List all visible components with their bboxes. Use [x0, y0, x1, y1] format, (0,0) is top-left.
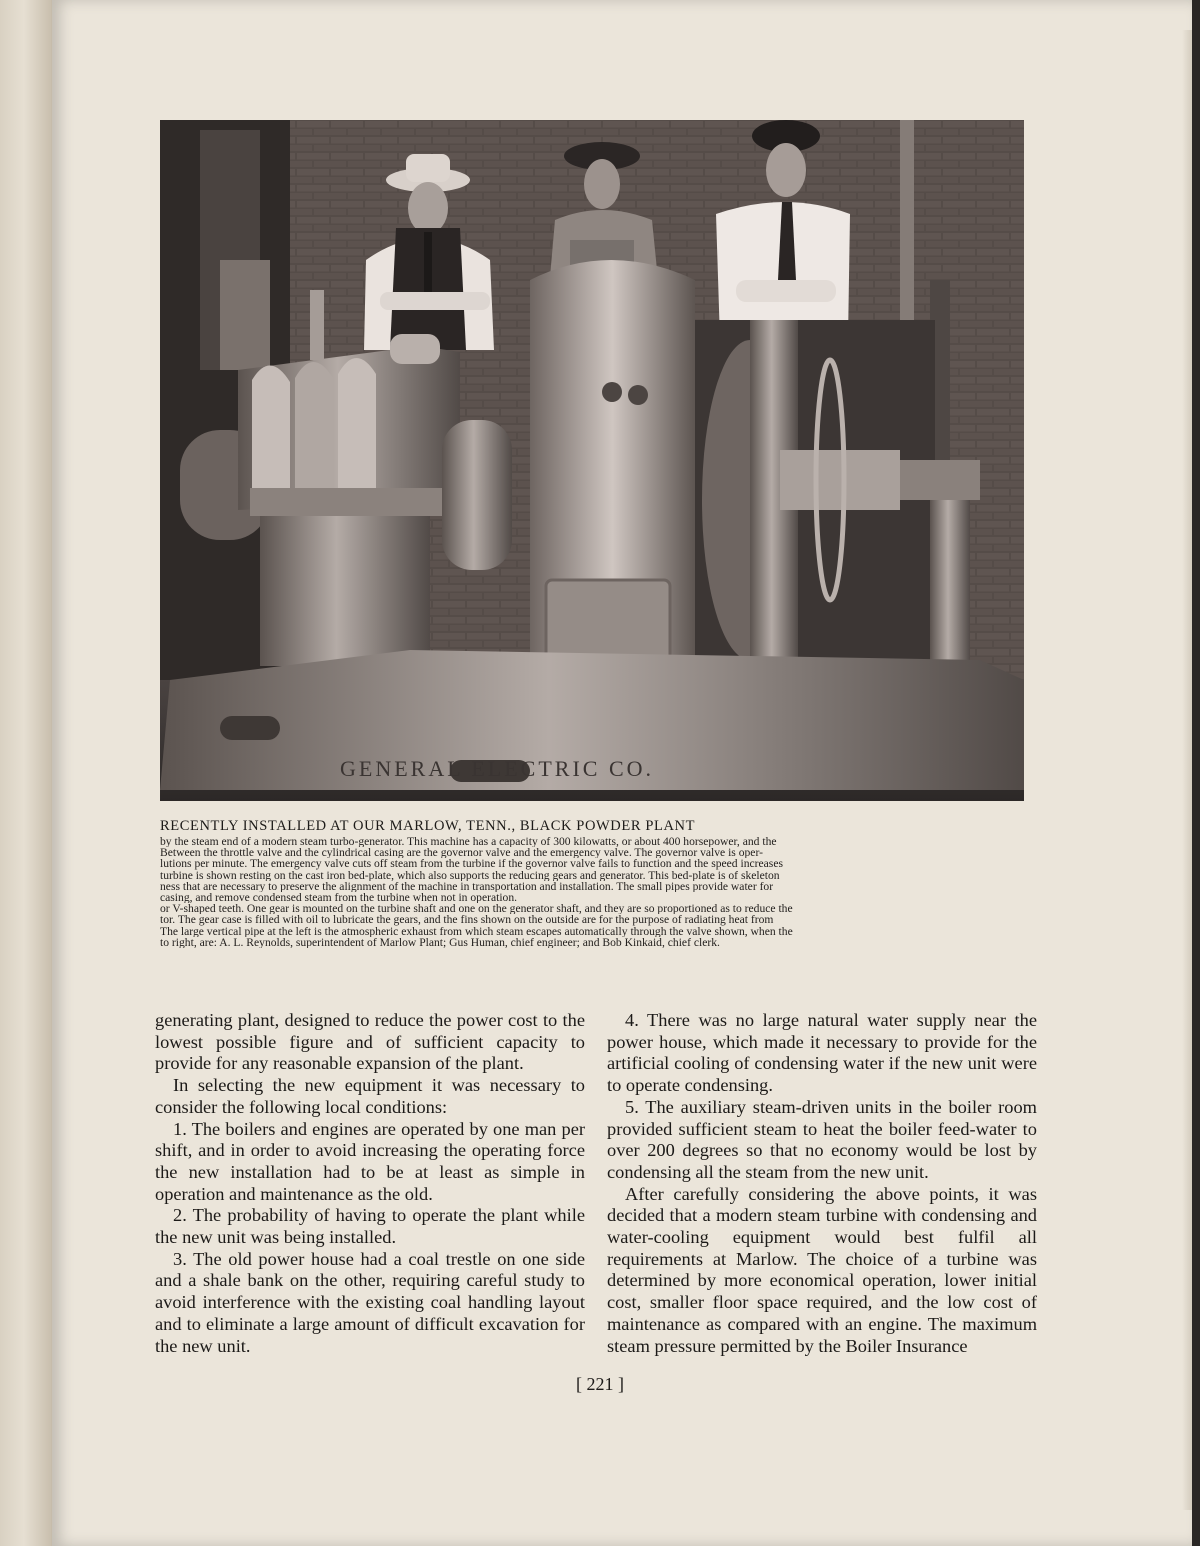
right-text-column [607, 1010, 1037, 1357]
photo-illustration [160, 120, 1024, 801]
page-edge-shadow [1182, 30, 1192, 1510]
bed-plate [160, 650, 1024, 790]
paragraph: 4. There was no large natural water supply near the power house, which made it necessary to provide for the artificial cooling of condensing water if the new unit were to operate condensing. [607, 1010, 1037, 1096]
paragraph: generating plant, designed to reduce the power cost to the lowest possible figure and of sufficient capacity to provide for any reasonable expansion of the plant. [155, 1010, 585, 1074]
caption-line: to right, are: A. L. Reynolds, superintendent of Marlow Plant; Gus Human, chief engineer; and Bob Kinkaid, chief clerk. [160, 936, 720, 949]
caption-line: tor. The gear case is filled with oil to lubricate the gears, and the fins shown on the outside are for the purpose of radiating heat from [160, 914, 774, 926]
page-number: [ 221 ] [576, 1374, 624, 1394]
paragraph: 3. The old power house had a coal trestle on one side and a shale bank on the other, requiring careful study to avoid interference with the existing coal handling layout and to eliminate a large amount of difficult excavation for the new unit. [155, 1248, 585, 1356]
caption-line: Between the throttle valve and the cylindrical casing are the governor valve and the emergency valve. The governor valve is oper- [160, 847, 763, 859]
caption-line: or V-shaped teeth. One gear is mounted on the turbine shaft and one on the generator shaft, and they are so proportioned as to reduce the [160, 903, 793, 915]
caption-line: ness that are necessary to preserve the alignment of the machine in transportation and installation. The small pipes provide water for [160, 880, 774, 893]
paragraph: 1. The boilers and engines are operated by one man per shift, and in order to avoid increasing the operating force the new installation had to be at least as simple in operation and maintenance as the old. [155, 1118, 585, 1204]
paragraph: 5. The auxiliary steam-driven units in the boiler room provided sufficient steam to heat the boiler feed-water to over 200 degrees so that no economy would be lost by condensing all the steam from the new unit. [607, 1096, 1037, 1182]
caption-line: casing, and remove condensed steam from the turbine when not in operation. [160, 892, 518, 904]
photo-caption-text [160, 836, 1032, 948]
paragraph: In selecting the new equipment it was necessary to consider the following local conditions: [155, 1075, 585, 1117]
caption-line: lutions per minute. The emergency valve cuts off steam from the turbine if the governor valve fails to function and the speed increases [160, 858, 783, 870]
paragraph: 2. The probability of having to operate the plant while the new unit was being installed. [155, 1205, 585, 1248]
facing-page-edge [0, 0, 60, 1546]
turbo-generator-photograph [160, 120, 1024, 801]
caption-line: by the steam end of a modern steam turbo-generator. This machine has a capacity of 300 kilowatts, or about 400 horsepower, and the [160, 836, 777, 848]
caption-line: turbine is shown resting on the cast iron bed-plate, which also supports the reducing gears and generator. This bed-plate is of skeleton [160, 869, 780, 881]
left-text-column [155, 1010, 585, 1357]
caption-line: The large vertical pipe at the left is the atmospheric exhaust from which steam escapes automatically through the valve shown, when the [160, 925, 793, 937]
photo-caption-title: RECENTLY INSTALLED AT OUR MARLOW, TENN., BLACK POWDER PLANT [160, 818, 696, 834]
paragraph: After carefully considering the above points, it was decided that a modern steam turbine with condensing and water-cooling equipment would best fulfil all requirements at Marlow. The choice of a turbine was determined by more economical operation, lower initial cost, smaller floor space required, and the low cost of maintenance as compared with an engine. The maximum steam pressure permitted by the Boiler Insurance [607, 1183, 1037, 1356]
bedplate-lettering: GENERAL ELECTRIC CO. [340, 756, 654, 781]
